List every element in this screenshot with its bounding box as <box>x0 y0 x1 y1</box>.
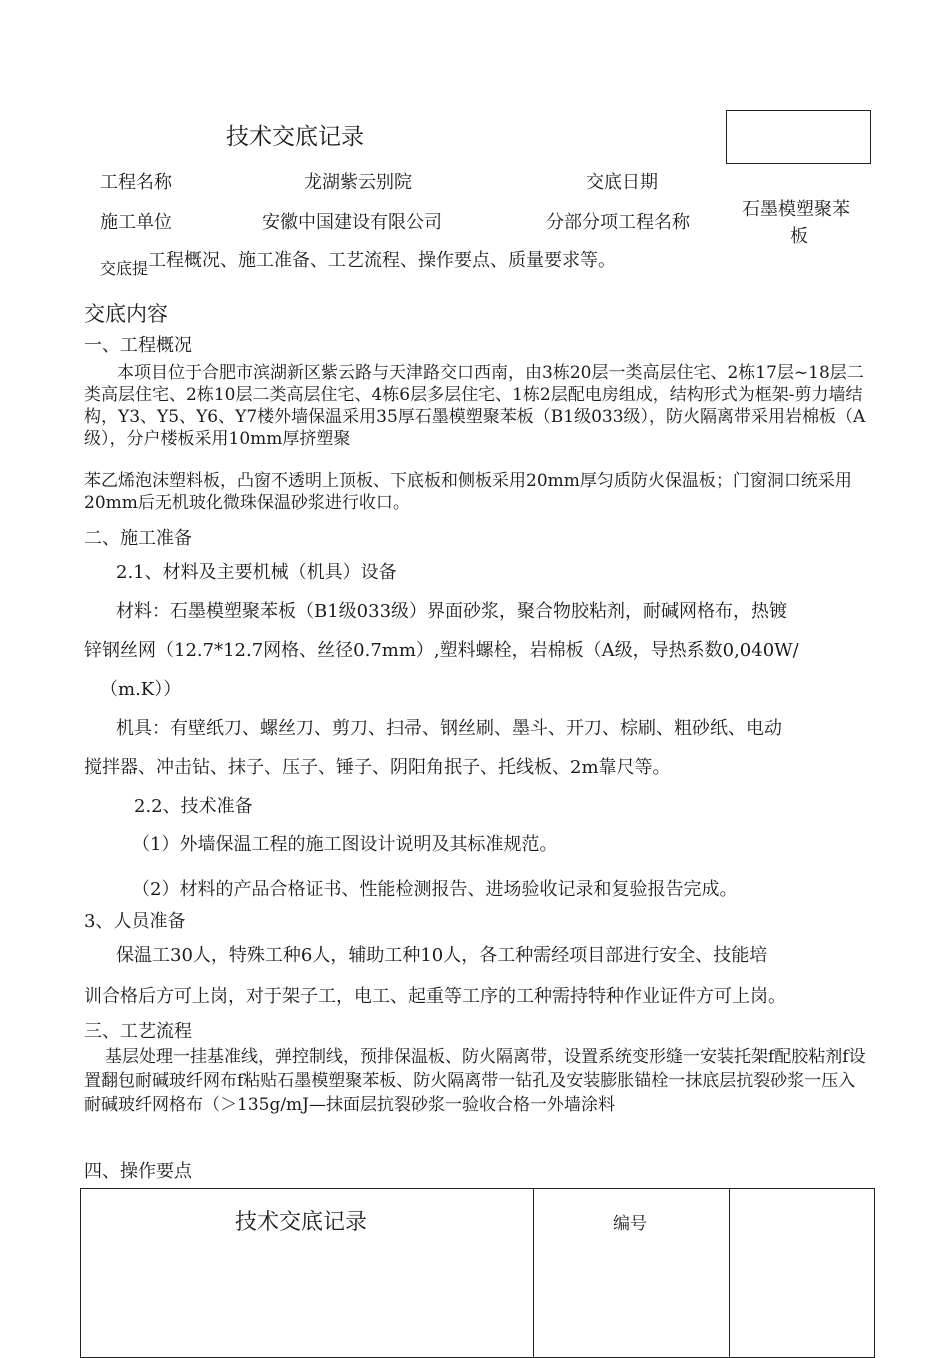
summary-label: 交底提 <box>100 259 149 278</box>
section-2-2-title: 2.2、技术准备 <box>134 796 253 817</box>
page-title: 技术交底记录 <box>226 124 364 150</box>
tools-line-2: 搅拌器、冲击钻、抹子、压子、锤子、阴阳角抿子、托线板、2m靠尺等。 <box>84 757 671 778</box>
summary-value: 工程概况、施工准备、工艺流程、操作要点、质量要求等。 <box>148 250 617 271</box>
contractor-label: 施工单位 <box>100 212 172 233</box>
staffing-line-2: 训合格后方可上岗，对于架子工，电工、起重等工序的工种需持特种作业证件方可上岗。 <box>84 986 786 1007</box>
tools-line-1: 机具：有壁纸刀、螺丝刀、剪刀、扫帚、钢丝刷、墨斗、开刀、棕刷、粗砂纸、电动 <box>116 718 782 739</box>
process-flow-paragraph: 基层处理一挂基准线，弹控制线，预排保温板、防火隔离带，设置系统变形缝一安装托架f配胶粘剂f设置翻包耐碱玻纤网布f粘贴石墨模塑聚苯板、防火隔离带一钻孔及安装膨胀锚栓一抹底层抗裂砂浆一压入耐碱玻纤网格布（＞135g/mJ—抹面层抗裂砂浆一验收合格一外墙涂料 <box>84 1047 866 1115</box>
subproject-value-line2: 板 <box>790 226 808 247</box>
contractor-value: 安徽中国建设有限公司 <box>262 212 442 233</box>
subproject-label: 分部分项工程名称 <box>546 212 690 233</box>
date-label: 交底日期 <box>586 172 658 193</box>
materials-line-3: （m.K）） <box>100 679 182 700</box>
section-1-title: 一、工程概况 <box>84 335 192 356</box>
section-1-paragraph-2: 苯乙烯泡沫塑料板，凸窗不透明上顶板、下底板和侧板采用20mm厚匀质防火保温板；门窗洞口统采用20mm后无机玻化微珠保温砂浆进行收口。 <box>84 471 852 513</box>
materials-line-1: 材料：石墨模塑聚苯板（B1级033级）界面砂浆，聚合物胶粘剂，耐碱网格布，热镀 <box>116 601 788 622</box>
table-divider-1 <box>533 1189 534 1357</box>
footer-number-label: 编号 <box>613 1214 647 1234</box>
footer-table-title: 技术交底记录 <box>235 1210 368 1235</box>
project-name-value: 龙湖紫云别院 <box>304 172 412 193</box>
footer-record-table <box>80 1188 875 1358</box>
subproject-value-line1: 石墨模塑聚苯 <box>742 199 850 220</box>
tech-prep-item-2: （2）材料的产品合格证书、性能检测报告、进场验收记录和复验报告完成。 <box>132 879 738 900</box>
table-divider-2 <box>729 1189 730 1357</box>
section-5-title: 四、操作要点 <box>84 1161 192 1182</box>
section-2-1-title: 2.1、材料及主要机械（机具）设备 <box>116 562 397 583</box>
content-heading: 交底内容 <box>84 302 168 326</box>
record-number-box <box>726 110 871 164</box>
summary-row <box>100 246 617 278</box>
tech-prep-item-1: （1）外墙保温工程的施工图设计说明及其标准规范。 <box>132 834 558 855</box>
materials-line-2: 锌钢丝网（12.7*12.7网格、丝径0.7mm）,塑料螺栓，岩棉板（A级，导热系数0,040W/ <box>84 640 799 661</box>
section-2-title: 二、施工准备 <box>84 528 192 549</box>
project-name-label: 工程名称 <box>100 172 172 193</box>
section-4-title: 三、工艺流程 <box>84 1021 192 1042</box>
section-1-paragraph-1: 本项目位于合肥市滨湖新区紫云路与天津路交口西南，由3栋20层一类高层住宅、2栋17层~18层二类高层住宅、2栋10层二类高层住宅、4栋6层多层住宅、1栋2层配电房组成，结构形式为框架-剪力墙结构，Y3、Y5、Y6、Y7楼外墙保温采用35厚石墨模塑聚苯板（B1级033级），防火隔离带采用岩棉板（A级），分户楼板采用10mm厚挤塑聚 <box>84 363 866 449</box>
section-3-title: 3、人员准备 <box>84 911 186 932</box>
staffing-line-1: 保温工30人，特殊工种6人，辅助工种10人，各工种需经项目部进行安全、技能培 <box>116 945 768 966</box>
